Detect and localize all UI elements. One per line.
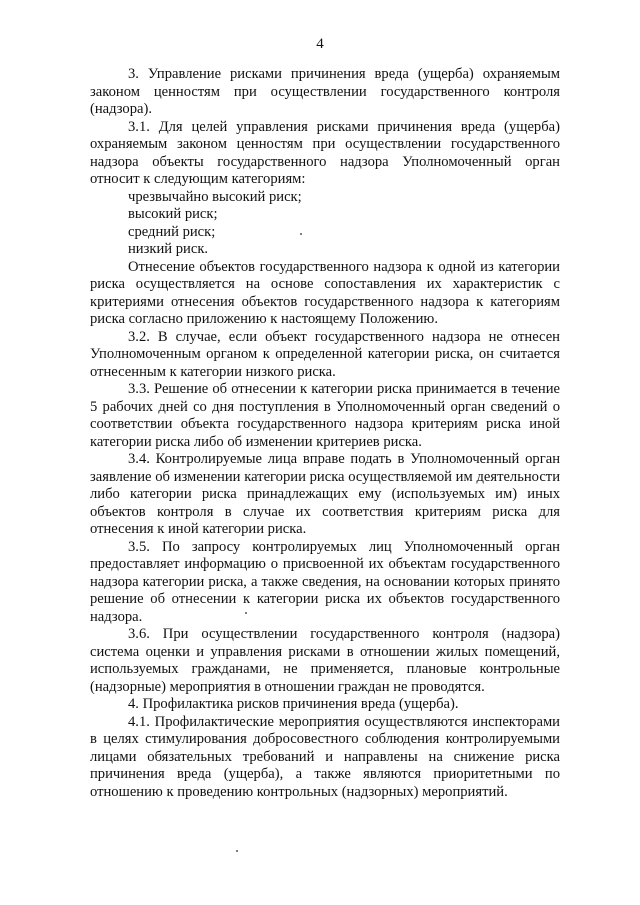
clause-3-4: 3.4. Контролируемые лица вправе подать в Уполномоченный орган заявление об изменении категории риска осуществляемой им деятельности либо категории риска принадлежащих ему (используемых им) иных объектов контроля в случае их соответствия критериям риска для отнесения к иной категории риска. bbox=[90, 451, 560, 537]
section-3-heading: 3. Управление рисками причинения вреда (ущерба) охраняемым законом ценностям при осуществлении государственного контроля (надзора). bbox=[90, 66, 560, 117]
section-4-heading: 4. Профилактика рисков причинения вреда (ущерба). bbox=[128, 696, 459, 712]
risk-assignment-paragraph: Отнесение объектов государственного надзора к одной из категории риска осуществляется на основе сопоставления их характеристик с критериями отнесения объектов государственного надзора к категориям риска согласно приложению к настоящему Положению. bbox=[90, 258, 560, 327]
clause-3-1: 3.1. Для целей управления рисками причинения вреда (ущерба) охраняемым законом ценностям при осуществлении государственного надзора объекты государственного надзора Уполномоченный орган относит к следующим категориям: bbox=[90, 118, 560, 187]
scan-speck bbox=[245, 612, 247, 614]
clause-3-2: 3.2. В случае, если объект государственного надзора не отнесен Уполномоченным органом к определенной категории риска, он считается отнесенным к категории низкого риска. bbox=[90, 328, 560, 380]
scan-speck bbox=[300, 233, 302, 235]
risk-category-item: высокий риск; bbox=[128, 206, 218, 222]
page-number: 4 bbox=[316, 36, 324, 52]
clause-4-1: 4.1. Профилактические мероприятия осуществляются инспекторами в целях стимулирования добросовестного соблюдения контролируемыми лицами обязательных требований и направлены на снижение риска причинения вреда (ущерба), а также являются приоритетными по отношению к проведению контрольных (надзорных) мероприятий. bbox=[90, 713, 560, 800]
risk-category-item: низкий риск. bbox=[128, 241, 209, 257]
clause-3-3: 3.3. Решение об отнесении к категории риска принимается в течение 5 рабочих дней со дня поступления в Уполномоченный орган сведений о соответствии объекта государственного надзора критериям риска иной категории риска либо об изменении критериев риска. bbox=[90, 381, 560, 450]
risk-category-item: чрезвычайно высокий риск; bbox=[128, 188, 302, 205]
document-body bbox=[90, 66, 560, 801]
clause-3-6: 3.6. При осуществлении государственного контроля (надзора) система оценки и управления рисками в отношении жилых помещений, используемых гражданами, не применяется, плановые контрольные (надзорные) мероприятия в отношении граждан не проводятся. bbox=[90, 626, 560, 695]
scan-speck bbox=[236, 850, 238, 852]
risk-category-item: средний риск; bbox=[128, 223, 216, 240]
risk-category-list bbox=[90, 189, 560, 259]
clause-3-5: 3.5. По запросу контролируемых лиц Уполномоченный орган предоставляет информацию о присвоенной их объектам государственного надзора категории риска, а также сведения, на основании которых принято решение об отнесении к категории риска их объектов государственного надзора. bbox=[90, 538, 560, 625]
